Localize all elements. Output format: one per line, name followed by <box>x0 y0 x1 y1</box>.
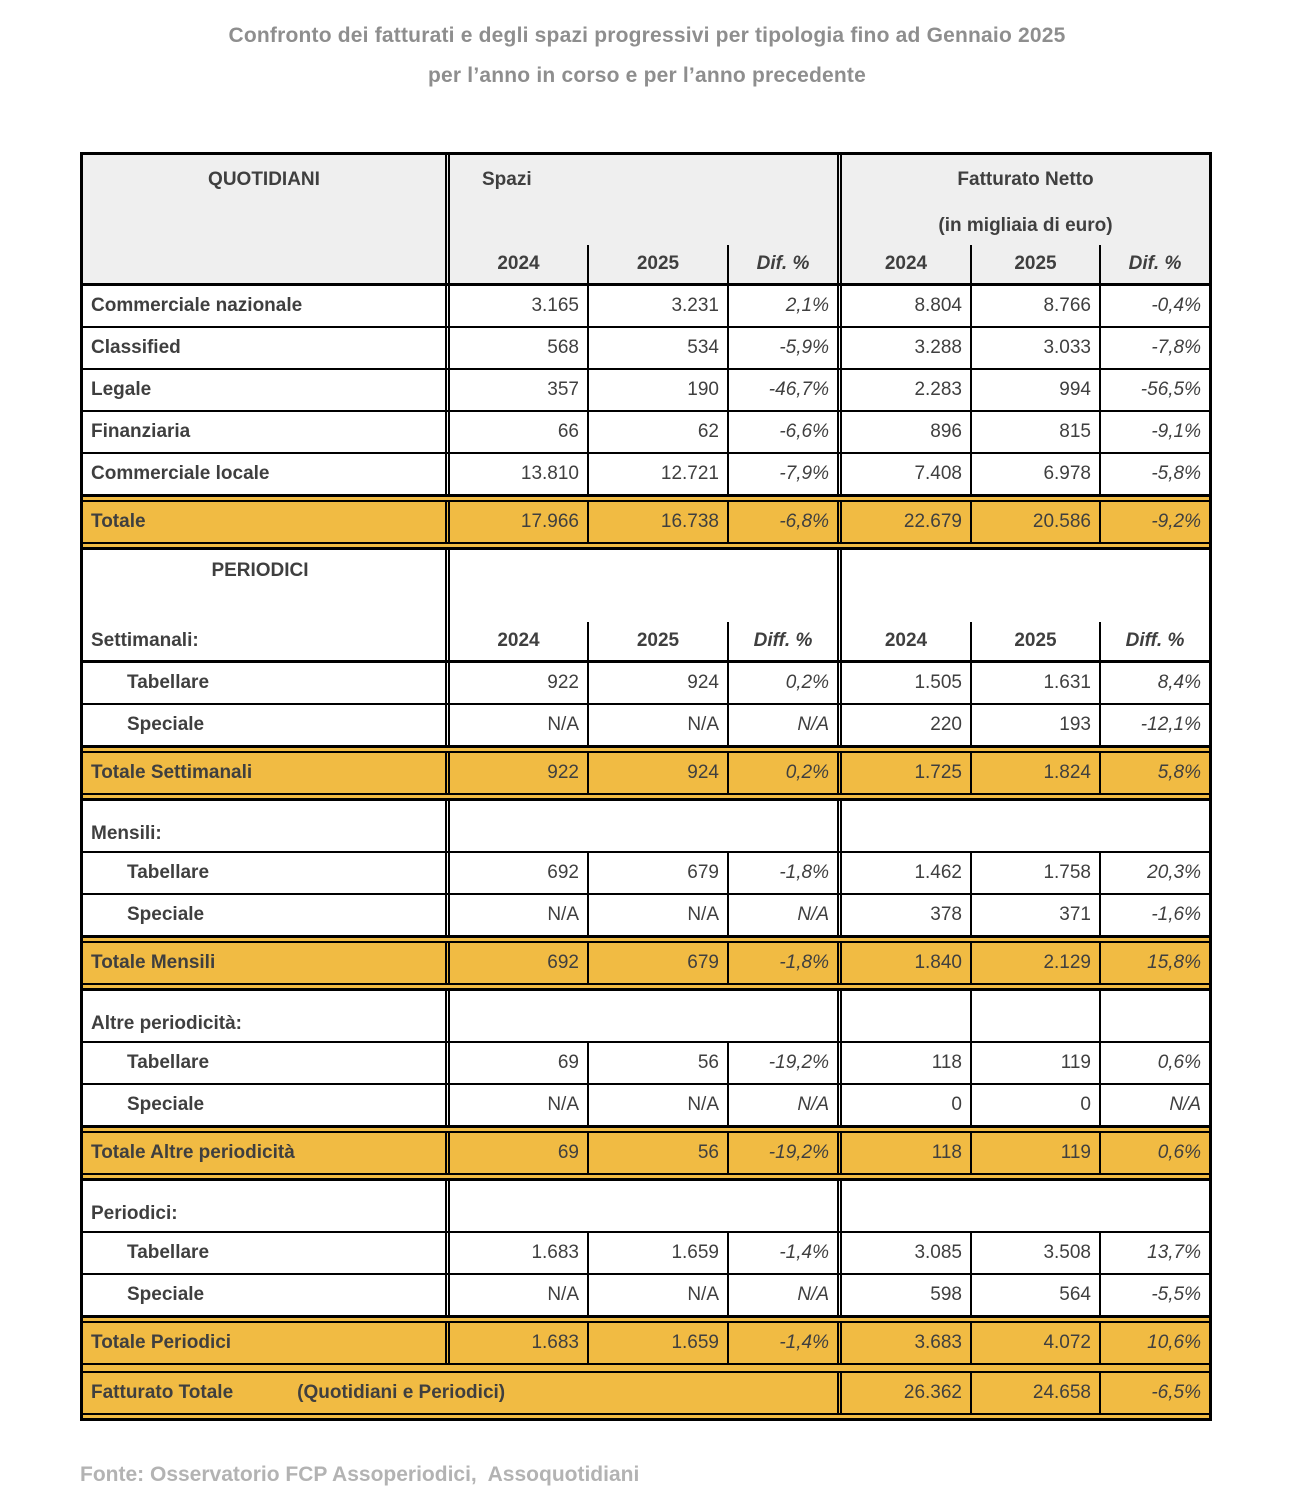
empty-cell <box>445 1181 837 1231</box>
fatturato-2025-cell: 8.766 <box>970 286 1099 326</box>
table-row <box>83 368 1209 410</box>
fatturato-2024-cell: 1.505 <box>837 663 970 703</box>
years-row <box>842 622 1209 660</box>
header-years-fatturato <box>842 245 1209 283</box>
table-row-total <box>83 1371 1209 1415</box>
row-label: Totale Periodici <box>91 1332 232 1353</box>
spacer <box>450 550 837 622</box>
fatturato-2024-cell: 1.462 <box>837 853 970 893</box>
fatturato-2025-cell: 0 <box>970 1085 1099 1125</box>
row-label: Legale <box>91 379 152 400</box>
empty-cell <box>445 801 837 851</box>
periodici-header <box>83 547 1209 663</box>
spazi-2024-cell: 69 <box>445 1133 587 1173</box>
fatturato-dif-cell: -56,5% <box>1099 370 1209 410</box>
spazi-2024-cell: N/A <box>445 1085 587 1125</box>
row-label: Tabellare <box>127 672 210 693</box>
row-label: Speciale <box>127 904 205 925</box>
periodici-years-fatturato <box>837 550 1209 660</box>
fatturato-2025-cell: 119 <box>970 1043 1099 1083</box>
spazi-dif-cell: -1,4% <box>727 1323 837 1363</box>
fatturato-2025-cell: 193 <box>970 705 1099 745</box>
grand-total-row <box>83 1368 1209 1418</box>
spazi-2025-cell: 1.659 <box>587 1323 727 1363</box>
fatturato-2025-cell: 4.072 <box>970 1323 1099 1363</box>
fatturato-dif-cell: 20,3% <box>1099 853 1209 893</box>
row-label: Speciale <box>127 1284 205 1305</box>
spazi-2025-cell: 534 <box>587 328 727 368</box>
fatturato-dif-cell: 0,6% <box>1099 1133 1209 1173</box>
grand-total-label <box>83 1373 837 1413</box>
section-label: Mensili: <box>91 823 162 844</box>
section-header-row <box>83 1178 1209 1231</box>
section-label: Altre periodicità: <box>91 1013 242 1034</box>
table-row <box>83 893 1209 938</box>
fatturato-2024-cell: 118 <box>837 1043 970 1083</box>
row-label: Totale Settimanali <box>91 762 253 783</box>
spazi-2024-cell: 66 <box>445 412 587 452</box>
row-label: Commerciale locale <box>91 463 270 484</box>
table-row-total <box>83 1321 1209 1365</box>
table-row <box>83 1231 1209 1273</box>
fatturato-2025-cell: 1.631 <box>970 663 1099 703</box>
spazi-dif-cell: -6,6% <box>727 412 837 452</box>
spazi-2024-cell: 17.966 <box>445 502 587 542</box>
header-year-cell: 2025 <box>970 622 1099 660</box>
spazi-2024-cell: N/A <box>445 1275 587 1315</box>
spazi-2025-cell: 924 <box>587 663 727 703</box>
row-label: Tabellare <box>127 1052 210 1073</box>
fatturato-dif-cell: -9,1% <box>1099 412 1209 452</box>
table-row <box>83 1041 1209 1083</box>
header-year-cell: 2025 <box>587 245 727 283</box>
settimanali-label: Settimanali: <box>91 630 199 651</box>
spazi-2025-cell: N/A <box>587 1275 727 1315</box>
fatturato-2025-cell: 564 <box>970 1275 1099 1315</box>
fatturato-2024-cell: 2.283 <box>837 370 970 410</box>
spazi-2024-cell: N/A <box>445 895 587 935</box>
fatturato-2025-cell: 119 <box>970 1133 1099 1173</box>
fatturato-2025-cell: 371 <box>970 895 1099 935</box>
fatturato-2024-cell: 7.408 <box>837 454 970 494</box>
header-year-cell: 2025 <box>587 622 727 660</box>
table-row-total <box>83 500 1209 544</box>
header-years-spazi <box>450 245 837 283</box>
spazi-2025-cell: 924 <box>587 753 727 793</box>
fatturato-dif-cell: -9,2% <box>1099 502 1209 542</box>
fatturato-2024-cell: 598 <box>837 1275 970 1315</box>
spazi-dif-cell: -19,2% <box>727 1133 837 1173</box>
fatturato-dif-cell: -0,4% <box>1099 286 1209 326</box>
table-row <box>83 286 1209 326</box>
spazi-2024-cell: 3.165 <box>445 286 587 326</box>
fatturato-2024-cell: 896 <box>837 412 970 452</box>
fatturato-2024-cell: 26.362 <box>837 1373 970 1413</box>
fatturato-2024-cell: 378 <box>837 895 970 935</box>
spazi-dif-cell: N/A <box>727 895 837 935</box>
spazi-dif-cell: -46,7% <box>727 370 837 410</box>
title-line-2: per l’anno in corso e per l’anno precedente <box>427 64 867 87</box>
row-label: Speciale <box>127 714 205 735</box>
row-label: Totale Mensili <box>91 952 216 973</box>
empty-cell <box>837 801 1209 851</box>
fatturato-2025-cell: 6.978 <box>970 454 1099 494</box>
fatturato-dif-cell: 13,7% <box>1099 1233 1209 1273</box>
fatturato-2024-cell: 1.840 <box>837 943 970 983</box>
header-fatturato-label <box>842 155 1209 245</box>
spazi-2025-cell: N/A <box>587 705 727 745</box>
fatturato-dif-cell: 8,4% <box>1099 663 1209 703</box>
header-spazi-label: Spazi <box>482 169 532 190</box>
years-row <box>450 622 837 660</box>
spacer <box>842 550 1209 622</box>
fatturato-2025-cell: 1.824 <box>970 753 1099 793</box>
spazi-dif-cell: N/A <box>727 1085 837 1125</box>
header-year-cell: 2024 <box>884 253 928 274</box>
spazi-2025-cell: 12.721 <box>587 454 727 494</box>
quotidiani-total-row <box>83 497 1209 547</box>
table-row-total <box>83 1131 1209 1175</box>
empty-cell <box>445 991 837 1041</box>
row-label: Tabellare <box>127 862 210 883</box>
periodici-title: PERIODICI <box>211 560 309 581</box>
header-dif-cell: Dif. % <box>1099 245 1209 283</box>
fatturato-dif-cell: -6,5% <box>1099 1373 1209 1413</box>
header-year-cell: 2025 <box>970 245 1099 283</box>
fatturato-2025-cell: 2.129 <box>970 943 1099 983</box>
fatturato-netto-label: Fatturato Netto <box>957 169 1094 190</box>
empty-cell <box>970 991 1099 1041</box>
table-row <box>83 452 1209 497</box>
row-label: Totale Altre periodicità <box>91 1142 295 1163</box>
header-dif-cell: Dif. % <box>727 245 837 283</box>
spazi-2024-cell: N/A <box>445 705 587 745</box>
fatturato-2025-cell: 20.586 <box>970 502 1099 542</box>
header-group-fatturato <box>837 155 1209 283</box>
spazi-2025-cell: 190 <box>587 370 727 410</box>
spazi-2024-cell: 69 <box>445 1043 587 1083</box>
fatturato-dif-cell: N/A <box>1099 1085 1209 1125</box>
spazi-dif-cell: -7,9% <box>727 454 837 494</box>
spazi-2024-cell: 692 <box>445 943 587 983</box>
periodici-years-spazi <box>445 550 837 660</box>
table-row <box>83 851 1209 893</box>
comparison-table <box>80 152 1212 1421</box>
table-row <box>83 1083 1209 1128</box>
fatturato-2025-cell: 994 <box>970 370 1099 410</box>
fatturato-dif-cell: -1,6% <box>1099 895 1209 935</box>
settimanali-total-row <box>83 748 1209 798</box>
fatturato-2025-cell: 815 <box>970 412 1099 452</box>
spazi-2024-cell: 922 <box>445 753 587 793</box>
header-year-cell: 2024 <box>497 630 540 651</box>
table-row <box>83 410 1209 452</box>
fatturato-2024-cell: 220 <box>837 705 970 745</box>
fatturato-dif-cell: 10,6% <box>1099 1323 1209 1363</box>
spazi-dif-cell: -1,8% <box>727 853 837 893</box>
fatturato-dif-cell: 0,6% <box>1099 1043 1209 1083</box>
row-label: Finanziaria <box>91 421 191 442</box>
periodici-total-row <box>83 1318 1209 1368</box>
spazi-2025-cell: 56 <box>587 1133 727 1173</box>
header-dif-cell: Diff. % <box>1099 622 1209 660</box>
row-label: Totale <box>91 511 146 532</box>
header-year-cell: 2024 <box>497 253 540 274</box>
spazi-dif-cell: -1,4% <box>727 1233 837 1273</box>
section-header-row <box>83 798 1209 851</box>
spazi-dif-cell: 0,2% <box>727 753 837 793</box>
empty-cell <box>837 1181 1209 1231</box>
table-header <box>83 155 1209 286</box>
row-label: Commerciale nazionale <box>91 295 303 316</box>
fatturato-2024-cell: 0 <box>837 1085 970 1125</box>
altre-total-row <box>83 1128 1209 1178</box>
spazi-dif-cell: N/A <box>727 1275 837 1315</box>
empty-cell <box>1099 991 1209 1041</box>
fatturato-dif-cell: -5,8% <box>1099 454 1209 494</box>
spazi-2024-cell: 568 <box>445 328 587 368</box>
grand-total-label-main: Fatturato Totale <box>91 1382 234 1403</box>
table-row <box>83 703 1209 748</box>
spazi-dif-cell: 2,1% <box>727 286 837 326</box>
spazi-dif-cell: 0,2% <box>727 663 837 703</box>
fatturato-dif-cell: 5,8% <box>1099 753 1209 793</box>
fatturato-dif-cell: -7,8% <box>1099 328 1209 368</box>
fatturato-dif-cell: -12,1% <box>1099 705 1209 745</box>
fatturato-2025-cell: 3.508 <box>970 1233 1099 1273</box>
mensili-total-row <box>83 938 1209 988</box>
fatturato-2024-cell: 22.679 <box>837 502 970 542</box>
table-row <box>83 1273 1209 1318</box>
spazi-dif-cell: -6,8% <box>727 502 837 542</box>
page-title <box>0 0 1294 96</box>
spazi-dif-cell: -19,2% <box>727 1043 837 1083</box>
table-row <box>83 663 1209 703</box>
fatturato-2024-cell: 8.804 <box>837 286 970 326</box>
spazi-2025-cell: 16.738 <box>587 502 727 542</box>
spazi-2025-cell: N/A <box>587 895 727 935</box>
spazi-2024-cell: 922 <box>445 663 587 703</box>
fatturato-2025-cell: 3.033 <box>970 328 1099 368</box>
fatturato-2024-cell: 3.683 <box>837 1323 970 1363</box>
header-quotidiani-label: QUOTIDIANI <box>208 169 320 190</box>
spazi-2025-cell: 62 <box>587 412 727 452</box>
row-label: Classified <box>91 337 181 358</box>
header-year-cell: 2024 <box>884 630 928 651</box>
spazi-2025-cell: 1.659 <box>587 1233 727 1273</box>
spazi-2024-cell: 357 <box>445 370 587 410</box>
fatturato-dif-cell: -5,5% <box>1099 1275 1209 1315</box>
spazi-2024-cell: 1.683 <box>445 1323 587 1363</box>
fatturato-dif-cell: 15,8% <box>1099 943 1209 983</box>
fatturato-2024-cell: 3.288 <box>837 328 970 368</box>
periodici-header-labels <box>83 550 445 660</box>
spazi-2024-cell: 1.683 <box>445 1233 587 1273</box>
spazi-2025-cell: 679 <box>587 853 727 893</box>
row-label: Speciale <box>127 1094 205 1115</box>
table-row-total <box>83 941 1209 985</box>
spazi-dif-cell: -5,9% <box>727 328 837 368</box>
spazi-2025-cell: 56 <box>587 1043 727 1083</box>
table-row-total <box>83 751 1209 795</box>
unit-label: (in migliaia di euro) <box>938 215 1113 236</box>
fatturato-2024-cell: 1.725 <box>837 753 970 793</box>
spazi-2024-cell: 692 <box>445 853 587 893</box>
spazi-dif-cell: -1,8% <box>727 943 837 983</box>
grand-total-label-sub: (Quotidiani e Periodici) <box>297 1382 506 1403</box>
section-header-row <box>83 988 1209 1041</box>
header-group-spazi <box>445 155 837 283</box>
spazi-2025-cell: 3.231 <box>587 286 727 326</box>
fatturato-2024-cell: 3.085 <box>837 1233 970 1273</box>
section-label: Periodici: <box>91 1203 178 1224</box>
spazi-2025-cell: 679 <box>587 943 727 983</box>
title-line-1: Confronto dei fatturati e degli spazi progressivi per tipologia fino ad Gennaio 2025 <box>228 24 1066 47</box>
fatturato-2025-cell: 24.658 <box>970 1373 1099 1413</box>
spazi-dif-cell: N/A <box>727 705 837 745</box>
spazi-2024-cell: 13.810 <box>445 454 587 494</box>
fatturato-2025-cell: 1.758 <box>970 853 1099 893</box>
fatturato-2024-cell: 118 <box>837 1133 970 1173</box>
header-dif-cell: Diff. % <box>727 622 837 660</box>
source-note: Fonte: Osservatorio FCP Assoperiodici, Assoquotidiani <box>80 1463 640 1486</box>
table-row <box>83 326 1209 368</box>
row-label: Tabellare <box>127 1242 210 1263</box>
empty-cell <box>837 991 970 1041</box>
spazi-2025-cell: N/A <box>587 1085 727 1125</box>
